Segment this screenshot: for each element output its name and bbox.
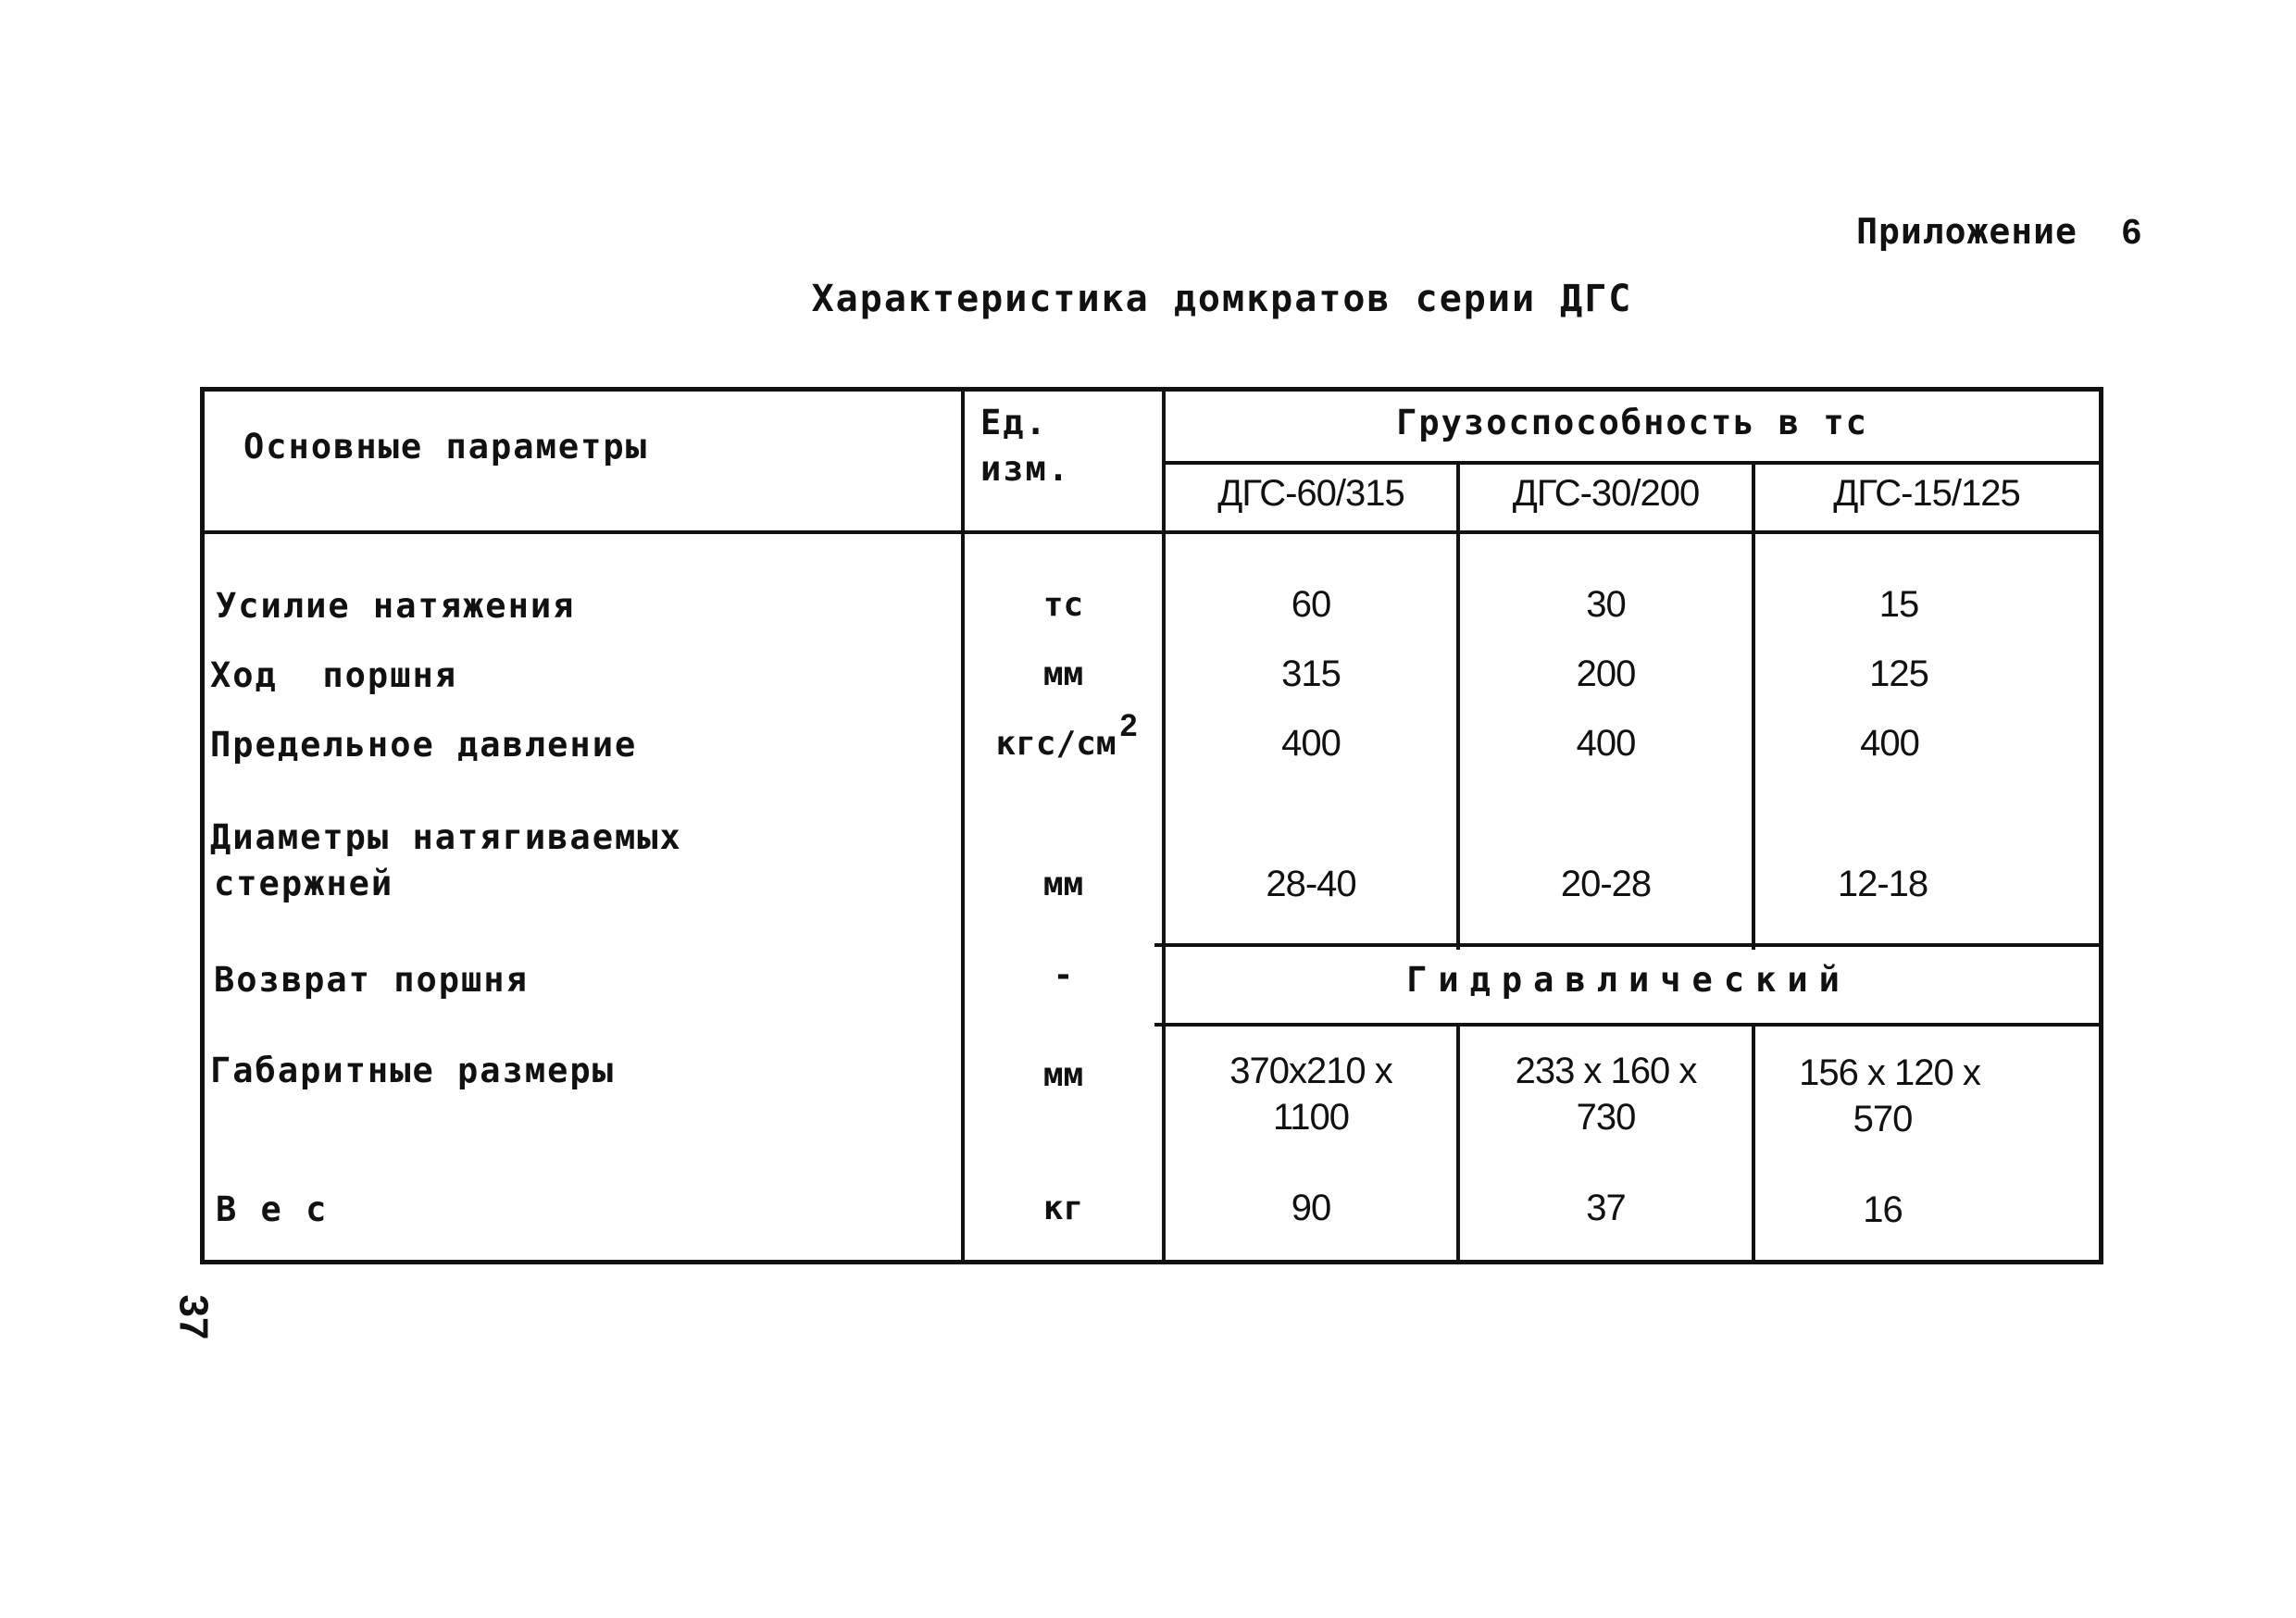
model-header-3: ДГС-15/125 — [1833, 473, 2020, 514]
col-header-unit-line1: Ед. — [980, 403, 1048, 442]
force-value-3: 15 — [1878, 584, 1919, 625]
row-unit-diameter: мм — [1042, 865, 1084, 903]
diameter-value-2: 20-28 — [1560, 864, 1652, 904]
appendix-number: 6 — [2121, 213, 2142, 252]
row-label-force: Усилие натяжения — [216, 586, 576, 626]
row-label-pressure: Предельное давление — [210, 725, 638, 765]
appendix-label — [1856, 211, 2142, 253]
page-number-text: 37 — [169, 1294, 216, 1340]
page-number — [165, 1276, 220, 1359]
appendix-text: Приложение — [1856, 211, 2078, 252]
stroke-value-1: 315 — [1281, 653, 1341, 694]
capacity-header: Грузоспособность в тс — [1396, 403, 1868, 442]
dimensions-value-3-line2: 570 — [1853, 1099, 1913, 1139]
page-title: Характеристика домкратов серии ДГС — [811, 278, 1633, 320]
row-unit-dimensions: мм — [1042, 1056, 1084, 1094]
model-header-2: ДГС-30/200 — [1512, 473, 1700, 514]
diameter-value-1: 28-40 — [1266, 864, 1356, 904]
row-unit-force: тс — [1042, 586, 1084, 624]
dimensions-value-2-line2: 730 — [1576, 1097, 1636, 1138]
pressure-value-1: 400 — [1281, 723, 1341, 764]
dimensions-value-1-line2: 1100 — [1272, 1097, 1349, 1138]
pressure-unit-text: кгс/см — [995, 725, 1117, 763]
row-label-stroke: Ход поршня — [210, 655, 458, 695]
col-divider-unit — [961, 392, 965, 1264]
diameter-value-3: 12-18 — [1837, 864, 1928, 904]
row-label-return: Возврат поршня — [214, 960, 529, 1000]
force-value-2: 30 — [1586, 584, 1626, 625]
pressure-unit-superscript: 2 — [1119, 708, 1138, 743]
dimensions-value-3-line1: 156 х 120 х — [1799, 1052, 1980, 1093]
row-label-diameter-line1: Диаметры натягиваемых — [210, 817, 682, 857]
row-label-dimensions: Габаритные размеры — [210, 1051, 615, 1090]
col-header-unit-line2: изм. — [980, 449, 1071, 489]
capacity-header-divider — [1162, 461, 2103, 465]
row-unit-stroke: мм — [1042, 655, 1084, 693]
row-label-weight: В е с — [216, 1189, 329, 1229]
return-value: Гидравлический — [1406, 960, 1851, 1000]
dimensions-value-2-line1: 233 х 160 х — [1515, 1051, 1697, 1091]
return-row-bottom — [1154, 1023, 2103, 1027]
weight-value-3: 16 — [1863, 1189, 1903, 1230]
return-row-top — [1154, 943, 2103, 947]
row-unit-weight: кг — [1042, 1189, 1084, 1227]
stroke-value-2: 200 — [1576, 653, 1636, 694]
model-header-1: ДГС-60/315 — [1217, 473, 1404, 514]
weight-value-1: 90 — [1291, 1188, 1331, 1228]
pressure-value-2: 400 — [1576, 723, 1636, 764]
dimensions-value-1-line1: 370х210 х — [1229, 1051, 1392, 1091]
header-divider — [205, 530, 2099, 534]
col-header-params: Основные параметры — [243, 427, 648, 467]
stroke-value-3: 125 — [1869, 653, 1928, 694]
force-value-1: 60 — [1291, 584, 1331, 625]
pressure-value-3: 400 — [1860, 723, 1919, 764]
weight-value-2: 37 — [1586, 1188, 1626, 1228]
row-label-diameter-line2: стержней — [214, 864, 394, 903]
characteristics-table — [200, 387, 2103, 1264]
row-unit-pressure — [965, 708, 1168, 763]
row-unit-return: - — [1053, 956, 1074, 994]
